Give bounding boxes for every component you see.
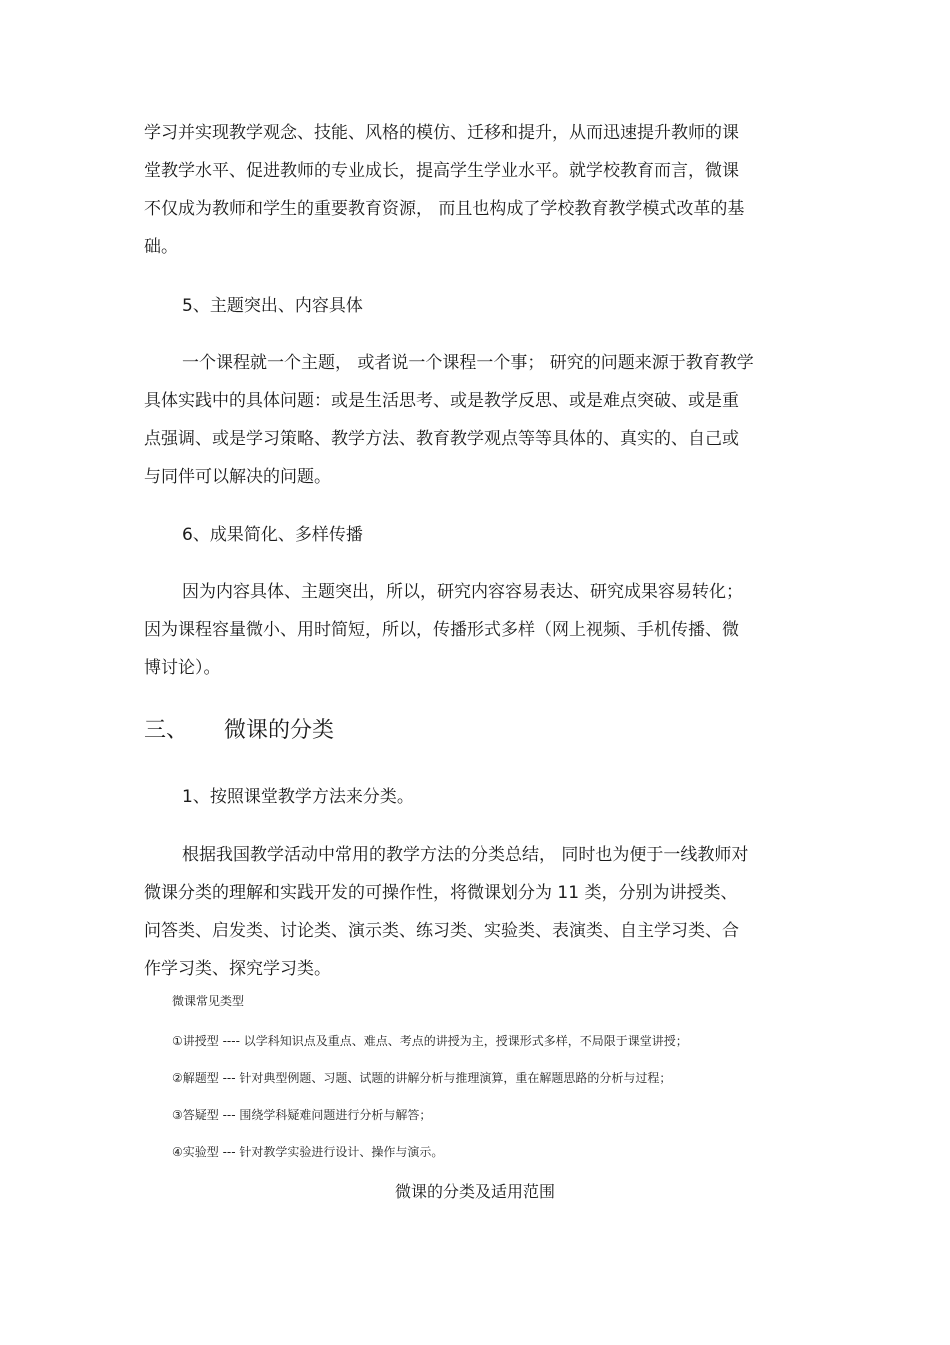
- subsection-1-heading: 1、按照课堂教学方法来分类。: [182, 787, 414, 807]
- section-6-line-2: 因为课程容量微小、用时简短，所以，传播形式多样（网上视频、手机传播、微: [144, 620, 739, 640]
- common-types-title: 微课常见类型: [172, 994, 245, 1008]
- section-5-line-1: 一个课程就一个主题， 或者说一个课程一个事； 研究的问题来源于教育教学: [182, 353, 754, 373]
- section-6-heading: 6、成果简化、多样传播: [182, 525, 363, 545]
- common-type-item-4: ④实验型 --- 针对教学实验进行设计、操作与演示。: [172, 1145, 444, 1159]
- subsection-1-line-4: 作学习类、探究学习类。: [144, 959, 331, 979]
- section-5-heading: 5、主题突出、内容具体: [182, 296, 363, 316]
- section-6-line-3: 博讨论）。: [144, 658, 221, 678]
- common-type-item-2: ②解题型 --- 针对典型例题、习题、试题的讲解分析与推理演算，重在解题思路的分析与过程；: [172, 1071, 672, 1085]
- common-type-item-3: ③答疑型 --- 围绕学科疑难问题进行分析与解答；: [172, 1108, 432, 1122]
- section-5-line-4: 与同伴可以解决的问题。: [144, 467, 331, 487]
- common-type-item-1: ①讲授型 ---- 以学科知识点及重点、难点、考点的讲授为主，授课形式多样，不局限于课堂讲授；: [172, 1034, 688, 1048]
- subsection-1-line-3: 问答类、启发类、讨论类、演示类、练习类、实验类、表演类、自主学习类、合: [144, 921, 739, 941]
- chapter-3-number: 三、: [144, 718, 189, 743]
- intro-line-4: 础。: [144, 237, 178, 257]
- intro-line-1: 学习并实现教学观念、技能、风格的模仿、迁移和提升，从而迅速提升教师的课: [144, 123, 739, 143]
- intro-line-2: 堂教学水平、促进教师的专业成长，提高学生学业水平。就学校教育而言，微课: [144, 161, 739, 181]
- section-5-line-2: 具体实践中的具体问题：或是生活思考、或是教学反思、或是难点突破、或是重: [144, 391, 739, 411]
- chapter-3-heading: [144, 717, 334, 745]
- section-6-line-1: 因为内容具体、主题突出，所以，研究内容容易表达、研究成果容易转化；: [182, 582, 743, 602]
- subsection-1-line-2: 微课分类的理解和实践开发的可操作性，将微课划分为 11 类，分别为讲授类、: [144, 883, 738, 903]
- section-5-line-3: 点强调、或是学习策略、教学方法、教育教学观点等等具体的、真实的、自己或: [144, 429, 739, 449]
- intro-line-3: 不仅成为教师和学生的重要教育资源， 而且也构成了学校教育教学模式改革的基: [144, 199, 745, 219]
- subsection-1-line-1: 根据我国教学活动中常用的教学方法的分类总结， 同时也为便于一线教师对: [182, 845, 749, 865]
- table-caption: 微课的分类及适用范围: [394, 1182, 555, 1201]
- chapter-3-title: 微课的分类: [224, 718, 335, 743]
